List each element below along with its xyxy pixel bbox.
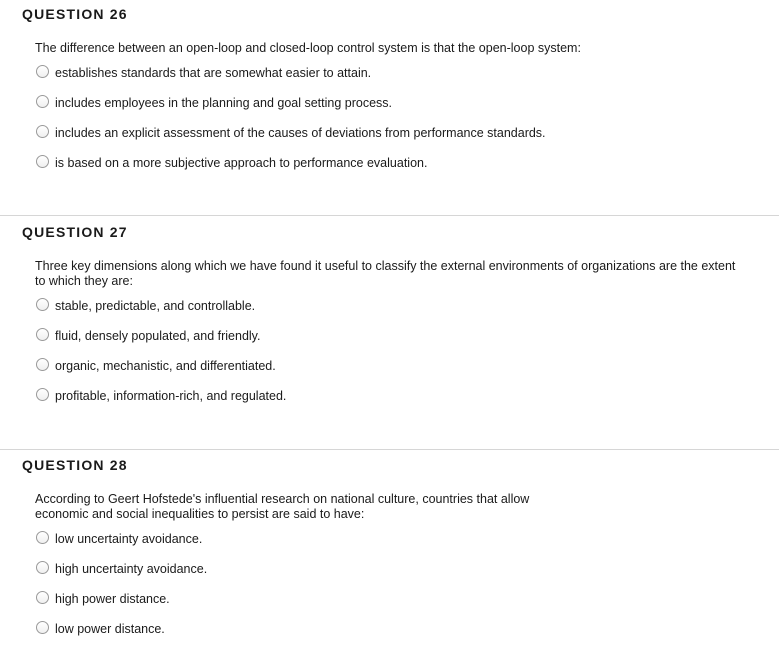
- answer-option[interactable]: [36, 297, 255, 315]
- radio-button[interactable]: [36, 298, 49, 311]
- question-text: According to Geert Hofstede's influential research on national culture, countries that allow economic and social inequalities to persist are said to have:: [35, 492, 530, 521]
- answer-option-label: organic, mechanistic, and differentiated.: [55, 358, 276, 373]
- radio-button[interactable]: [36, 591, 49, 604]
- answer-option-label: low power distance.: [55, 621, 165, 636]
- radio-button[interactable]: [36, 358, 49, 371]
- radio-button[interactable]: [36, 388, 49, 401]
- answer-option[interactable]: [36, 620, 165, 638]
- radio-button[interactable]: [36, 328, 49, 341]
- radio-button[interactable]: [36, 155, 49, 168]
- question-title: QUESTION 26: [22, 6, 128, 22]
- question-28: [0, 450, 779, 647]
- answer-option[interactable]: [36, 560, 207, 578]
- answer-option[interactable]: [36, 357, 276, 375]
- question-27: [0, 216, 779, 448]
- question-26: [0, 0, 779, 215]
- answer-option-label: includes employees in the planning and goal setting process.: [55, 95, 393, 110]
- answer-option-label: establishes standards that are somewhat easier to attain.: [55, 65, 372, 80]
- answer-option[interactable]: [36, 530, 202, 548]
- answer-option[interactable]: [36, 94, 392, 112]
- answer-option[interactable]: [36, 154, 427, 172]
- question-title: QUESTION 27: [22, 224, 128, 240]
- radio-button[interactable]: [36, 125, 49, 138]
- radio-button[interactable]: [36, 95, 49, 108]
- answer-option[interactable]: [36, 124, 546, 142]
- answer-option-label: high power distance.: [55, 591, 170, 606]
- answer-option[interactable]: [36, 327, 260, 345]
- answer-option-label: low uncertainty avoidance.: [55, 531, 203, 546]
- answer-option[interactable]: [36, 64, 371, 82]
- radio-button[interactable]: [36, 531, 49, 544]
- radio-button[interactable]: [36, 65, 49, 78]
- question-text: The difference between an open-loop and closed-loop control system is that the open-loop system:: [35, 41, 581, 55]
- answer-option-label: fluid, densely populated, and friendly.: [55, 328, 261, 343]
- answer-option-label: is based on a more subjective approach to performance evaluation.: [55, 155, 428, 170]
- answer-option[interactable]: [36, 590, 170, 608]
- answer-option[interactable]: [36, 387, 286, 405]
- answer-option-label: high uncertainty avoidance.: [55, 561, 208, 576]
- question-title: QUESTION 28: [22, 457, 128, 473]
- answer-option-label: includes an explicit assessment of the causes of deviations from performance standards.: [55, 125, 546, 140]
- radio-button[interactable]: [36, 621, 49, 634]
- answer-option-label: profitable, information-rich, and regulated.: [55, 388, 287, 403]
- question-text: Three key dimensions along which we have found it useful to classify the external environments of organizations are the extent to which they are:: [35, 259, 736, 288]
- radio-button[interactable]: [36, 561, 49, 574]
- answer-option-label: stable, predictable, and controllable.: [55, 298, 256, 313]
